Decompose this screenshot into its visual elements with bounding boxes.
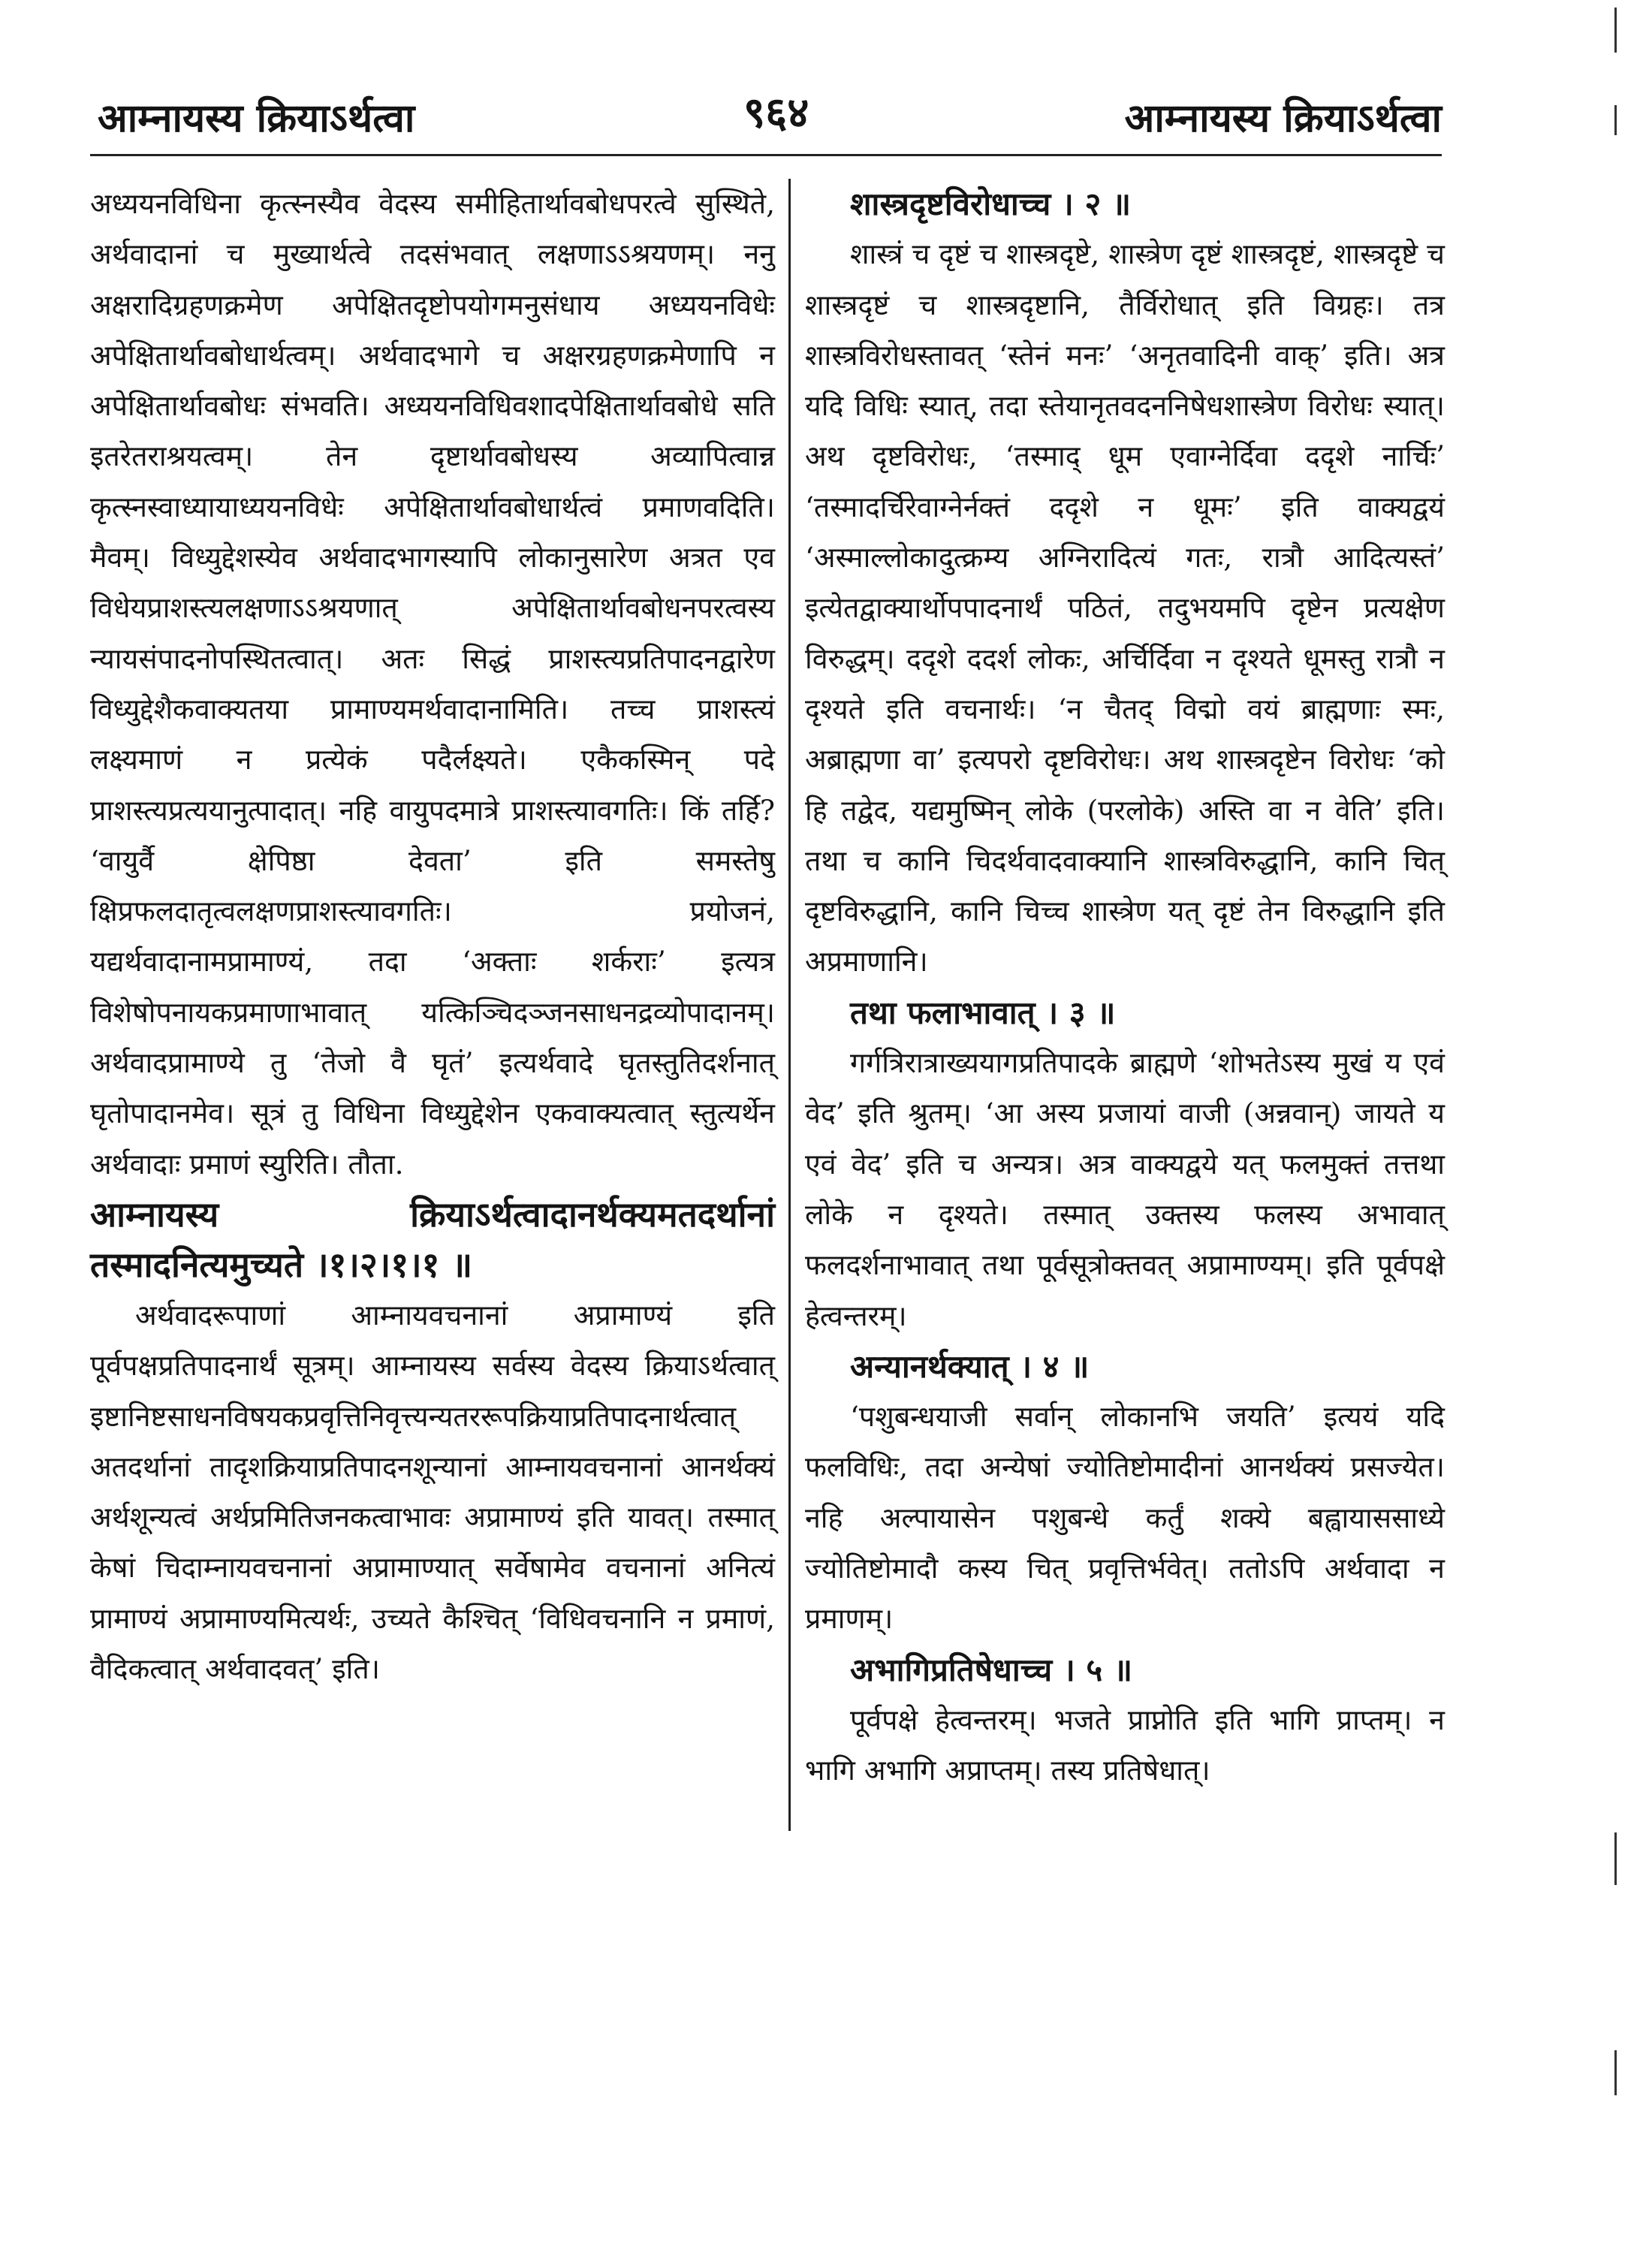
commentary-paragraph: अध्ययनविधिना कृत्स्नस्यैव वेदस्य समीहितार्थावबोधपरत्वे सुस्थिते, अर्थवादानां च मुख्यार्थत्वे तदसंभवात् लक्षणाऽऽश्रयणम्। ननु अक्षरादिग्रहणक्रमेण अपेक्षितदृष्टोपयोगमनुसंधाय अध्ययनविधेः अपेक्षितार्थावबोधार्थत्वम्। अर्थवादभागे च अक्षरग्रहणक्रमेणापि न अपेक्षितार्थावबोधः संभवति। अध्ययनविधिवशादपेक्षितार्थावबोधे सति इतरेतराश्रयत्वम्। तेन दृष्टार्थावबोधस्य अव्यापित्वान्न कृत्स्नस्वाध्यायाध्ययनविधेः अपेक्षितार्थावबोधार्थत्वं प्रमाणवदिति। मैवम्। विध्युद्देशस्येव अर्थवादभागस्यापि लोकानुसारेण अत्रत एव विधेयप्राशस्त्यलक्षणाऽऽश्रयणात् अपेक्षितार्थावबोधनपरत्वस्य न्यायसंपादनोपस्थितत्वात्। अतः सिद्धं प्राशस्त्यप्रतिपादनद्वारेण विध्युद्देशैकवाक्यतया प्रामाण्यमर्थवादानामिति। तच्च प्राशस्त्यं लक्ष्यमाणं न प्रत्येकं पदैर्लक्ष्यते। एकैकस्मिन् पदे प्राशस्त्यप्रत्ययानुत्पादात्। नहि वायुपदमात्रे प्राशस्त्यावगतिः। किं तर्हि? ‘वायुर्वै क्षेपिष्ठा देवता’ इति समस्तेषु क्षिप्रफलदातृत्वलक्षणप्राशस्त्यावगतिः। प्रयोजनं, यद्यर्थवादानामप्रामाण्यं, तदा ‘अक्ताः शर्कराः’ इत्यत्र विशेषोपनायकप्रमाणाभावात् यत्किञ्चिदञ्जनसाधनद्रव्योपादानम्। अर्थवादप्रामाण्ये तु ‘तेजो वै घृतं’ इत्यर्थवादे घृतस्तुतिदर्शनात् घृतोपादानमेव। सूत्रं तु विधिना विध्युद्देशेन एकवाक्यत्वात् स्तुत्यर्थेन अर्थवादाः प्रमाणं स्युरिति। तौता. (90, 187, 775, 1181)
column-divider (788, 179, 791, 1831)
running-title-left: आम्नायस्य क्रियाऽर्थत्वा (98, 95, 415, 141)
adhikarana-heading: आम्नायस्य क्रियाऽर्थत्वादानर्थक्यमतदर्थानां तस्मादनित्यमुच्यते ।१।२।१।१ ॥ (90, 1193, 775, 1285)
sutra-heading: अन्यानर्थक्यात् । ४ ॥ (850, 1347, 1090, 1385)
commentary-paragraph: गर्गत्रिरात्राख्ययागप्रतिपादके ब्राह्मणे ‘शोभतेऽस्य मुखं य एवं वेद’ इति श्रुतम्। ‘आ अस्य प्रजायां वाजी (अन्नवान्) जायते य एवं वेद’ इति च अन्यत्र। अत्र वाक्यद्वये यत् फलमुक्तं तत्तथा लोके न दृश्यते। तस्मात् उक्तस्य फलस्य अभावात् फलदर्शनाभावात् तथा पूर्वसूत्रोक्तवत् अप्रामाण्यम्। इति पूर्वपक्षे हेत्वन्तरम्। (805, 1046, 1445, 1332)
sutra-heading: शास्त्रदृष्टविरोधाच्च । २ ॥ (850, 185, 1132, 222)
running-title-right: आम्नायस्य क्रियाऽर्थत्वा (1124, 95, 1442, 141)
page-header (90, 75, 1442, 158)
scan-margin-mark (1614, 8, 1617, 53)
scan-margin-mark (1614, 2050, 1617, 2095)
page-number: ९६४ (743, 88, 809, 137)
commentary-paragraph: पूर्वपक्षे हेत्वन्तरम्। भजते प्राप्नोति इति भागि प्राप्तम्। न भागि अभागि अप्राप्तम्। तस्य प्रतिषेधात्। (805, 1703, 1445, 1787)
scan-margin-mark (1614, 1832, 1617, 1885)
commentary-paragraph: शास्त्रं च दृष्टं च शास्त्रदृष्टे, शास्त्रेण दृष्टं शास्त्रदृष्टं, शास्त्रदृष्टे च शास्त्रदृष्टं च शास्त्रदृष्टानि, तैर्विरोधात् इति विग्रहः। तत्र शास्त्रविरोधस्तावत् ‘स्तेनं मनः’ ‘अनृतवादिनी वाक्’ इति। अत्र यदि विधिः स्यात्, तदा स्तेयानृतवदननिषेधशास्त्रेण विरोधः स्यात्। अथ दृष्टविरोधः, ‘तस्माद् धूम एवाग्नेर्दिवा ददृशे नार्चिः’ ‘तस्मादर्चिरेवाग्नेर्नक्तं ददृशे न धूमः’ इति वाक्यद्वयं ‘अस्माल्लोकादुत्क्रम्य अग्निरादित्यं गतः, रात्रौ आदित्यस्तं’ इत्येतद्वाक्यार्थोपपादनार्थं पठितं, तदुभयमपि दृष्टेन प्रत्यक्षेण विरुद्धम्। ददृशे ददर्श लोकः, अर्चिर्दिवा न दृश्यते धूमस्तु रात्रौ न दृश्यते इति वचनार्थः। ‘न चैतद् विद्मो वयं ब्राह्मणाः स्मः, अब्राह्मणा वा’ इत्यपरो दृष्टविरोधः। अथ शास्त्रदृष्टेन विरोधः ‘को हि तद्वेद, यद्यमुष्मिन् लोके (परलोके) अस्ति वा न वेति’ इति। तथा च कानि चिदर्थवादवाक्यानि शास्त्रविरुद्धानि, कानि चित् दृष्टविरुद्धानि, कानि चिच्च शास्त्रेण यत् दृष्टं तेन विरुद्धानि इति अप्रमाणानि। (805, 237, 1445, 979)
left-column (90, 179, 775, 1694)
header-rule (90, 154, 1442, 156)
commentary-paragraph: अर्थवादरूपाणां आम्नायवचनानां अप्रामाण्यं इति पूर्वपक्षप्रतिपादनार्थं सूत्रम्। आम्नायस्य सर्वस्य वेदस्य क्रियाऽर्थत्वात् इष्टानिष्टसाधनविषयकप्रवृत्तिनिवृत्त्यन्यतररूपक्रियाप्रतिपादनार्थत्वात् अतदर्थानां तादृशक्रियाप्रतिपादनशून्यानां आम्नायवचनानां आनर्थक्यं अर्थशून्यत्वं अर्थप्रमितिजनकत्वाभावः अप्रामाण्यं इति यावत्। तस्मात् केषां चिदाम्नायवचनानां अप्रामाण्यात् सर्वेषामेव वचनानां अनित्यं प्रामाण्यं अप्रामाण्यमित्यर्थः, उच्यते कैश्चित् ‘विधिवचनानि न प्रमाणं, वैदिकत्वात् अर्थवादवत्’ इति। (90, 1298, 775, 1686)
scan-margin-mark (1614, 105, 1617, 135)
right-column (805, 179, 1445, 1796)
sutra-heading: तथा फलाभावात् । ३ ॥ (850, 994, 1116, 1031)
commentary-paragraph: ‘पशुबन्धयाजी सर्वान् लोकानभि जयति’ इत्ययं यदि फलविधिः, तदा अन्येषां ज्योतिष्टोमादीनां आनर्थक्यं प्रसज्येत। नहि अल्पायासेन पशुबन्धे कर्तुं शक्ये बह्वायाससाध्ये ज्योतिष्टोमादौ कस्य चित् प्रवृत्तिर्भवेत्। ततोऽपि अर्थवादा न प्रमाणम्। (805, 1400, 1445, 1636)
sutra-heading: अभागिप्रतिषेधाच्च । ५ ॥ (850, 1651, 1133, 1688)
